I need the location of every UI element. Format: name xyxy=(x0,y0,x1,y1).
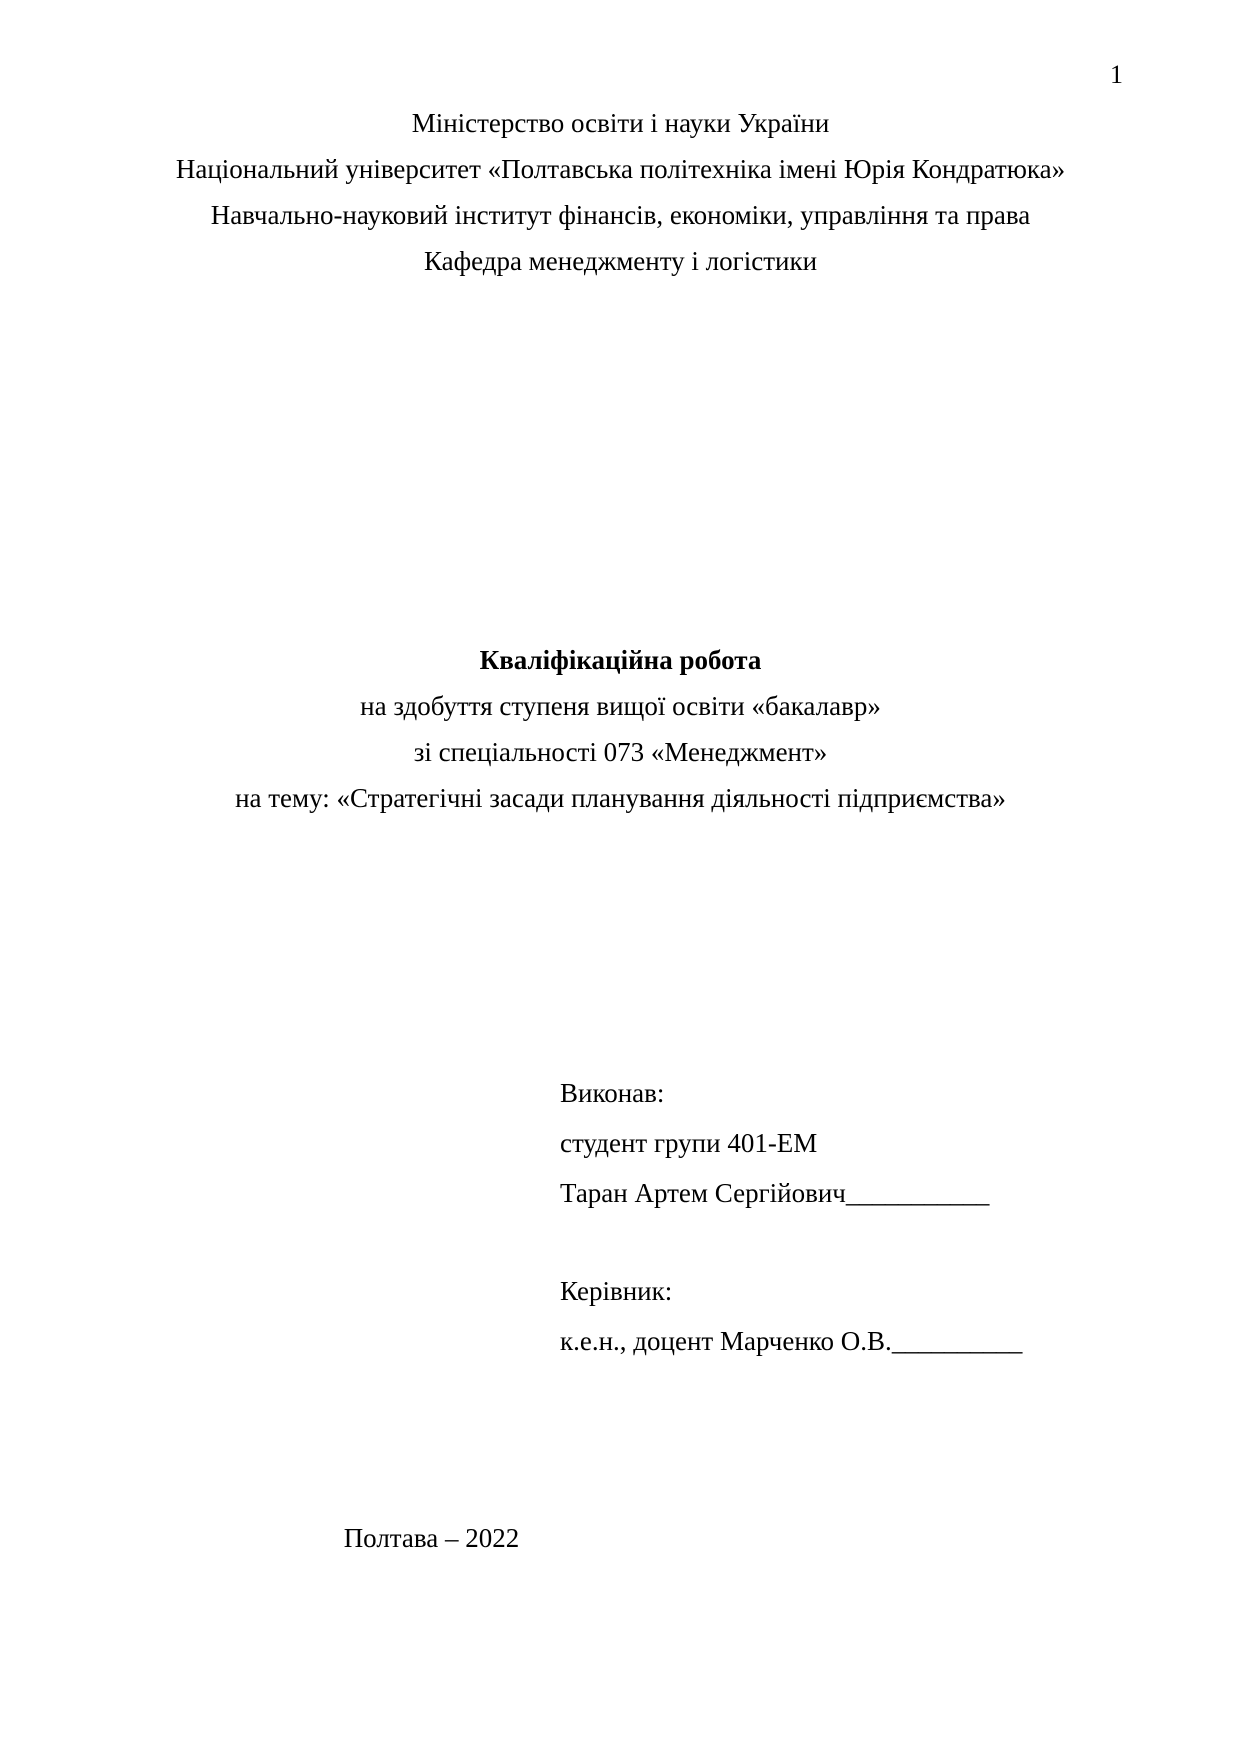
university-line: Національний університет «Полтавська політехніка імені Юрія Кондратюка» xyxy=(175,154,1066,184)
work-title-block xyxy=(110,637,1131,821)
page-number: 1 xyxy=(1110,60,1123,89)
author-role-label: Виконав: xyxy=(560,1078,665,1108)
work-type-heading: Кваліфікаційна робота xyxy=(479,645,762,675)
footer-block xyxy=(110,1518,1131,1558)
supervisor-role-label: Керівник: xyxy=(560,1276,673,1306)
ministry-line: Міністерство освіти і науки України xyxy=(411,108,830,138)
specialty-line: зі спеціальності 073 «Менеджмент» xyxy=(413,737,828,767)
city-year-line: Полтава – 2022 xyxy=(343,1523,520,1553)
author-name: Таран Артем Сергійович xyxy=(560,1178,846,1208)
topic-line: на тему: «Стратегічні засади планування діяльності підприємства» xyxy=(235,783,1006,813)
supervisor-block xyxy=(560,1266,1022,1366)
supervisor-name: к.е.н., доцент Марченко О.В. xyxy=(560,1326,892,1356)
degree-line: на здобуття ступеня вищої освіти «бакалавр» xyxy=(360,691,881,721)
institution-header xyxy=(110,100,1131,284)
author-block xyxy=(560,1068,989,1218)
author-name-line xyxy=(560,1168,989,1218)
author-signature-rule: ___________ xyxy=(845,1178,989,1208)
supervisor-signature-rule: __________ xyxy=(891,1326,1022,1356)
institute-line: Навчально-науковий інститут фінансів, економіки, управління та права xyxy=(210,200,1031,230)
supervisor-name-line xyxy=(560,1316,1022,1366)
author-group-line: студент групи 401-ЕМ xyxy=(560,1128,818,1158)
department-line: Кафедра менеджменту і логістики xyxy=(423,246,818,276)
